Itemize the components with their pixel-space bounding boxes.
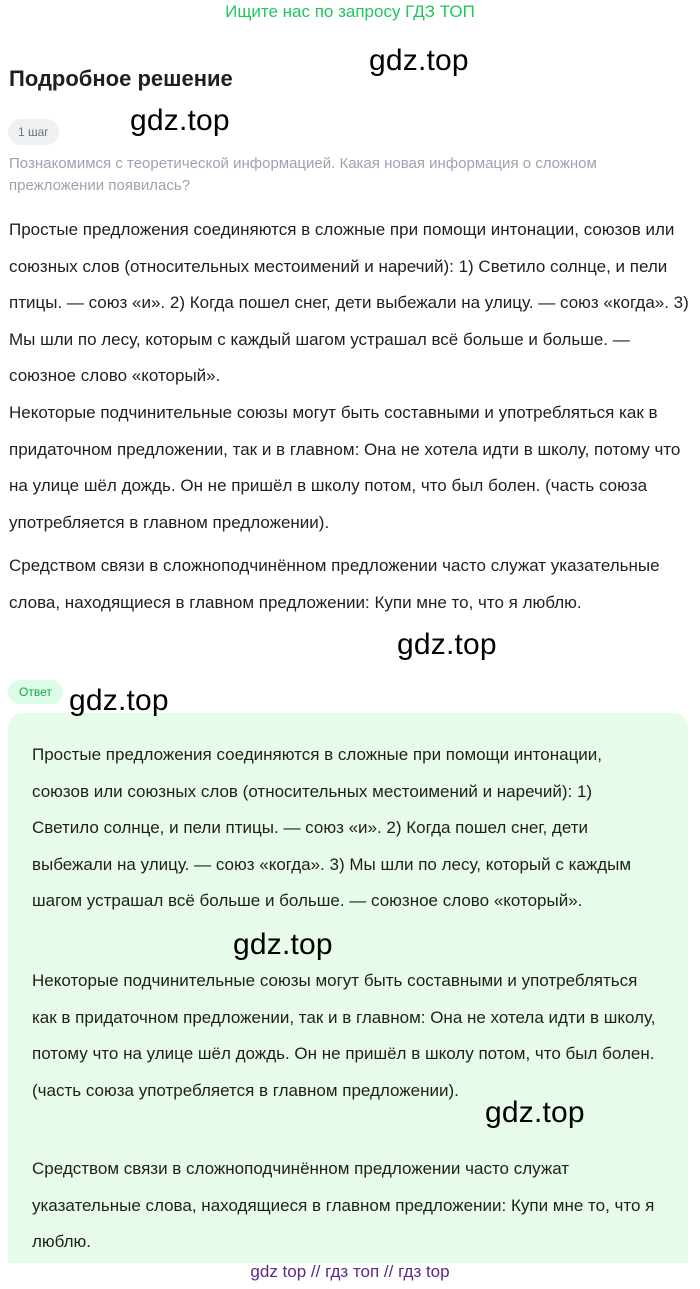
solution-paragraph-2: Некоторые подчинительные союзы могут быть составными и употребляться как в придаточном предложении, так и в главном: Она не хотела идти в школу, потому что на улице шёл дождь. Он не пришёл в школу потом, что был болен. (часть союза употребляется в главном предложении). (9, 403, 681, 532)
search-banner: Ищите нас по запросу ГДЗ ТОП (225, 2, 475, 21)
watermark: gdz.top (233, 928, 333, 961)
section-title: Подробное решение (9, 66, 233, 91)
watermark: gdz.top (369, 44, 469, 77)
answer-paragraph-2: Некоторые подчинительные союзы могут быть составными и употребляться как в придаточном предложении, так и в главном: Она не хотела идти в школу, потому что на улице шёл дождь. Он не пришёл в школу потом, что был болен. (часть союза употребляется в главном предложении). (32, 971, 656, 1100)
watermark: gdz.top (130, 104, 230, 137)
solution-paragraph-1: Простые предложения соединяются в сложные при помощи интонации, союзов или союзных слов (относительных местоимений и наречий): 1) Светило солнце, и пели птицы. — союз «и». 2) Когда пошел снег, дети выбежали на улицу. — союз «когда». 3) Мы шли по лесу, которым с каждый шагом устрашал всё больше и больше. — союзное слово «который». (9, 220, 689, 385)
watermark: gdz.top (69, 684, 169, 717)
watermark: gdz.top (397, 628, 497, 661)
answer-paragraph-3: Средством связи в сложноподчинённом предложении часто служат указательные слова, находящиеся в главном предложении: Купи мне то, что я люблю. (32, 1159, 655, 1251)
answer-badge: Ответ (8, 680, 63, 704)
step-hint: Познакомимся с теоретической информацией. Какая новая информация о сложном прежложении появилась? (9, 155, 597, 194)
footer-links: gdz top // гдз топ // гдз top (250, 1262, 450, 1281)
solution-paragraph-3: Средством связи в сложноподчинённом предложении часто служат указательные слова, находящиеся в главном предложении: Купи мне то, что я люблю. (9, 556, 660, 612)
watermark: gdz.top (485, 1096, 585, 1129)
step-badge: 1 шаг (8, 119, 59, 145)
answer-paragraph-1: Простые предложения соединяются в сложные при помощи интонации, союзов или союзных слов (относительных местоимений и наречий): 1) Светило солнце, и пели птицы. — союз «и». 2) Когда пошел снег, дети выбежали на улицу. — союз «когда». 3) Мы шли по лесу, который с каждым шагом устрашал всё больше и больше. — союзное слово «который». (32, 745, 632, 910)
